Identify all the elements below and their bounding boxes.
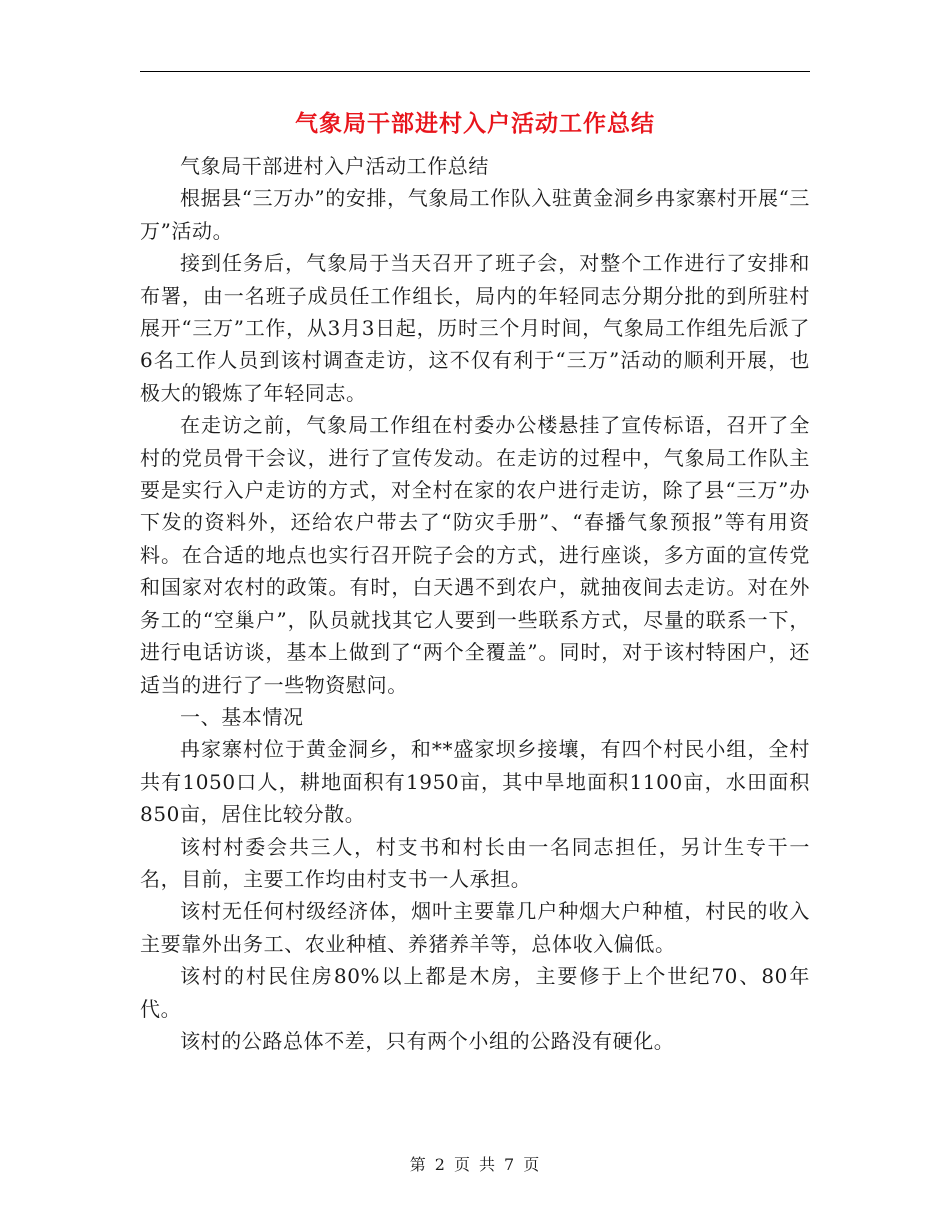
section-heading-basic-info: 一、基本情况: [180, 704, 304, 729]
footer-middle: 页: [453, 1155, 471, 1174]
paragraph-village-overview: 冉家寨村位于黄金洞乡，和**盛家坝乡接壤，有四个村民小组，全村共有1050口人，耕地面积有1950亩，其中旱地面积1100亩，水田面积850亩，居住比较分散。: [140, 737, 810, 827]
paragraph-intro: 根据县“三万办”的安排，气象局工作队入驻黄金洞乡冉家寨村开展“三万”活动。: [140, 186, 810, 243]
document-title: 气象局干部进村入户活动工作总结: [295, 110, 655, 137]
paragraph-arrangement: 接到任务后，气象局于当天召开了班子会，对整个工作进行了安排和布署，由一名班子成员任工作组长，局内的年轻同志分期分批的到所驻村展开“三万”工作，从3月3日起，历时三个月时间，气象局工作组先后派了6名工作人员到该村调查走访，这不仅有利于“三万”活动的顺利开展，也极大的锻炼了年轻同志。: [140, 251, 810, 405]
page-number-footer: [140, 1152, 810, 1175]
paragraph-visits: 在走访之前，气象局工作组在村委办公楼悬挂了宣传标语，召开了全村的党员骨干会议，进行了宣传发动。在走访的过程中，气象局工作队主要是实行入户走访的方式，对全村在家的农户进行走访，除了县“三万”办下发的资料外，还给农户带去了“防灾手册”、“春播气象预报”等有用资料。在合适的地点也实行召开院子会的方式，进行座谈，多方面的宣传党和国家对农村的政策。有时，白天遇不到农户，就抽夜间去走访。对在外务工的“空巢户”，队员就找其它人要到一些联系方式，尽量的联系一下，进行电话访谈，基本上做到了“两个全覆盖”。同时，对于该村特困户，还适当的进行了一些物资慰问。: [140, 413, 810, 697]
paragraph-roads: 该村的公路总体不差，只有两个小组的公路没有硬化。: [180, 1028, 675, 1053]
footer-current-page: 2: [434, 1155, 446, 1174]
paragraph-housing: 该村的村民住房80%以上都是木房，主要修于上个世纪70、80年代。: [140, 964, 810, 1021]
paragraph-economy: 该村无任何村级经济体，烟叶主要靠几户种烟大户种植，村民的收入主要靠外出务工、农业种植、养猪养羊等，总体收入偏低。: [140, 899, 810, 956]
document-body: [140, 150, 810, 1057]
footer-suffix: 页: [523, 1155, 541, 1174]
footer-prefix: 第: [409, 1155, 427, 1174]
paragraph-village-committee: 该村村委会共三人，村支书和村长由一名同志担任，另计生专干一名，目前，主要工作均由村支书一人承担。: [140, 834, 810, 891]
footer-total-label: 共: [479, 1155, 497, 1174]
paragraph-subtitle: 气象局干部进村入户活动工作总结: [180, 154, 489, 178]
footer-total-pages: 7: [504, 1155, 516, 1174]
header-rule: [140, 71, 810, 72]
